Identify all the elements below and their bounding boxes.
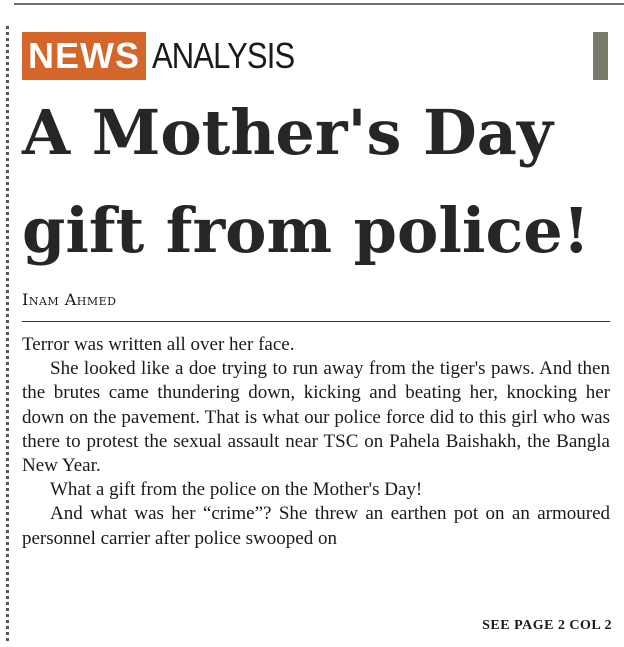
paragraph: What a gift from the police on the Mother's Day! [50,479,423,501]
headline-line-2: gift from police! [22,194,590,267]
headline-line-1: A Mother's Day [22,96,553,169]
byline: Inam Ahmed [22,290,117,309]
continuation-link[interactable]: SEE PAGE 2 COL 2 [482,618,612,633]
paragraph: She looked like a doe trying to run away from the tiger's paws. And then the brutes came thundering down, kicking and beating her, knocking her down on the pavement. That is what our police force did to this girl who was there to protest the sexual assault near TSC on Pahela Baishakh, the Bangla New Year. [22,358,610,477]
analysis-label: ANALYSIS [152,35,295,76]
news-label: NEWS [22,32,146,80]
column-dotted-rule [6,26,9,641]
paragraph: Terror was written all over her face. [22,334,295,355]
top-rule [14,3,624,5]
paragraph: And what was her “crime”? She threw an earthen pot on an armoured personnel carrier after police swooped on [22,503,610,549]
section-kicker [22,32,317,80]
decorative-bar [593,32,608,80]
byline-rule [22,321,610,322]
article-body [22,333,610,551]
headline [22,84,622,280]
